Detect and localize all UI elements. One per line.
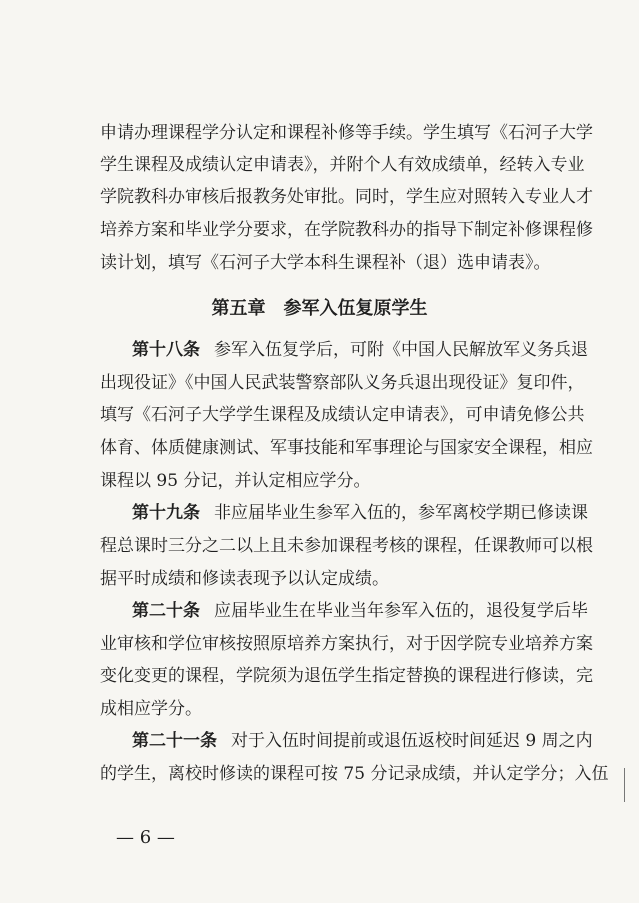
paragraph-line: 变化变更的课程，学院须为退伍学生指定替换的课程进行修读，完 — [100, 666, 593, 686]
paragraph-line: 的学生，离校时修读的课程可按 75 分记录成绩，并认定学分；入伍 — [100, 764, 609, 784]
article-20-first-line — [132, 601, 588, 621]
paragraph-line: 业审核和学位审核按照原培养方案执行，对于因学院专业培养方案 — [100, 634, 593, 654]
paragraph-line: 课程以 95 分记，并认定相应学分。 — [100, 471, 371, 491]
page-number: — 6 — — [116, 827, 175, 848]
article-number: 第十八条 — [132, 340, 200, 360]
article-text: 对于入伍时间提前或退伍返校时间延迟 9 周之内 — [231, 731, 593, 751]
paragraph-line: 成相应学分。 — [100, 699, 202, 719]
paragraph-line: 读计划，填写《石河子大学本科生课程补（退）选申请表》。 — [100, 253, 551, 273]
article-number: 第十九条 — [132, 503, 200, 523]
article-text: 非应届毕业生参军入伍的，参军离校学期已修读课 — [214, 503, 588, 523]
paragraph-line: 申请办理课程学分认定和课程补修等手续。学生填写《石河子大学 — [100, 123, 593, 143]
paragraph-line: 体育、体质健康测试、军事技能和军事理论与国家安全课程，相应 — [100, 438, 593, 458]
article-number: 第二十一条 — [132, 731, 217, 751]
article-21-first-line — [132, 731, 593, 751]
article-text: 应届毕业生在毕业当年参军入伍的，退役复学后毕 — [214, 601, 588, 621]
paragraph-line: 学生课程及成绩认定申请表》，并附个人有效成绩单，经转入专业 — [100, 155, 585, 175]
paragraph-line: 据平时成绩和修读表现予以认定成绩。 — [100, 569, 389, 589]
paragraph-line: 培养方案和毕业学分要求，在学院教科办的指导下制定补修课程修 — [100, 220, 593, 240]
paragraph-line: 学院教科办审核后报教务处审批。同时，学生应对照转入专业人才 — [100, 187, 593, 207]
scan-edge-mark — [624, 768, 625, 802]
paragraph-line: 填写《石河子大学学生课程及成绩认定申请表》，可申请免修公共 — [100, 405, 585, 425]
article-text: 参军入伍复学后，可附《中国人民解放军义务兵退 — [214, 340, 588, 360]
article-19-first-line — [132, 503, 588, 523]
article-18-first-line — [132, 340, 588, 360]
chapter-title: 第五章 参军入伍复原学生 — [211, 298, 428, 319]
paragraph-line: 程总课时三分之二以上且未参加课程考核的课程，任课教师可以根 — [100, 536, 593, 556]
article-number: 第二十条 — [132, 601, 200, 621]
paragraph-line: 出现役证》《中国人民武装警察部队义务兵退出现役证》复印件， — [100, 373, 585, 393]
